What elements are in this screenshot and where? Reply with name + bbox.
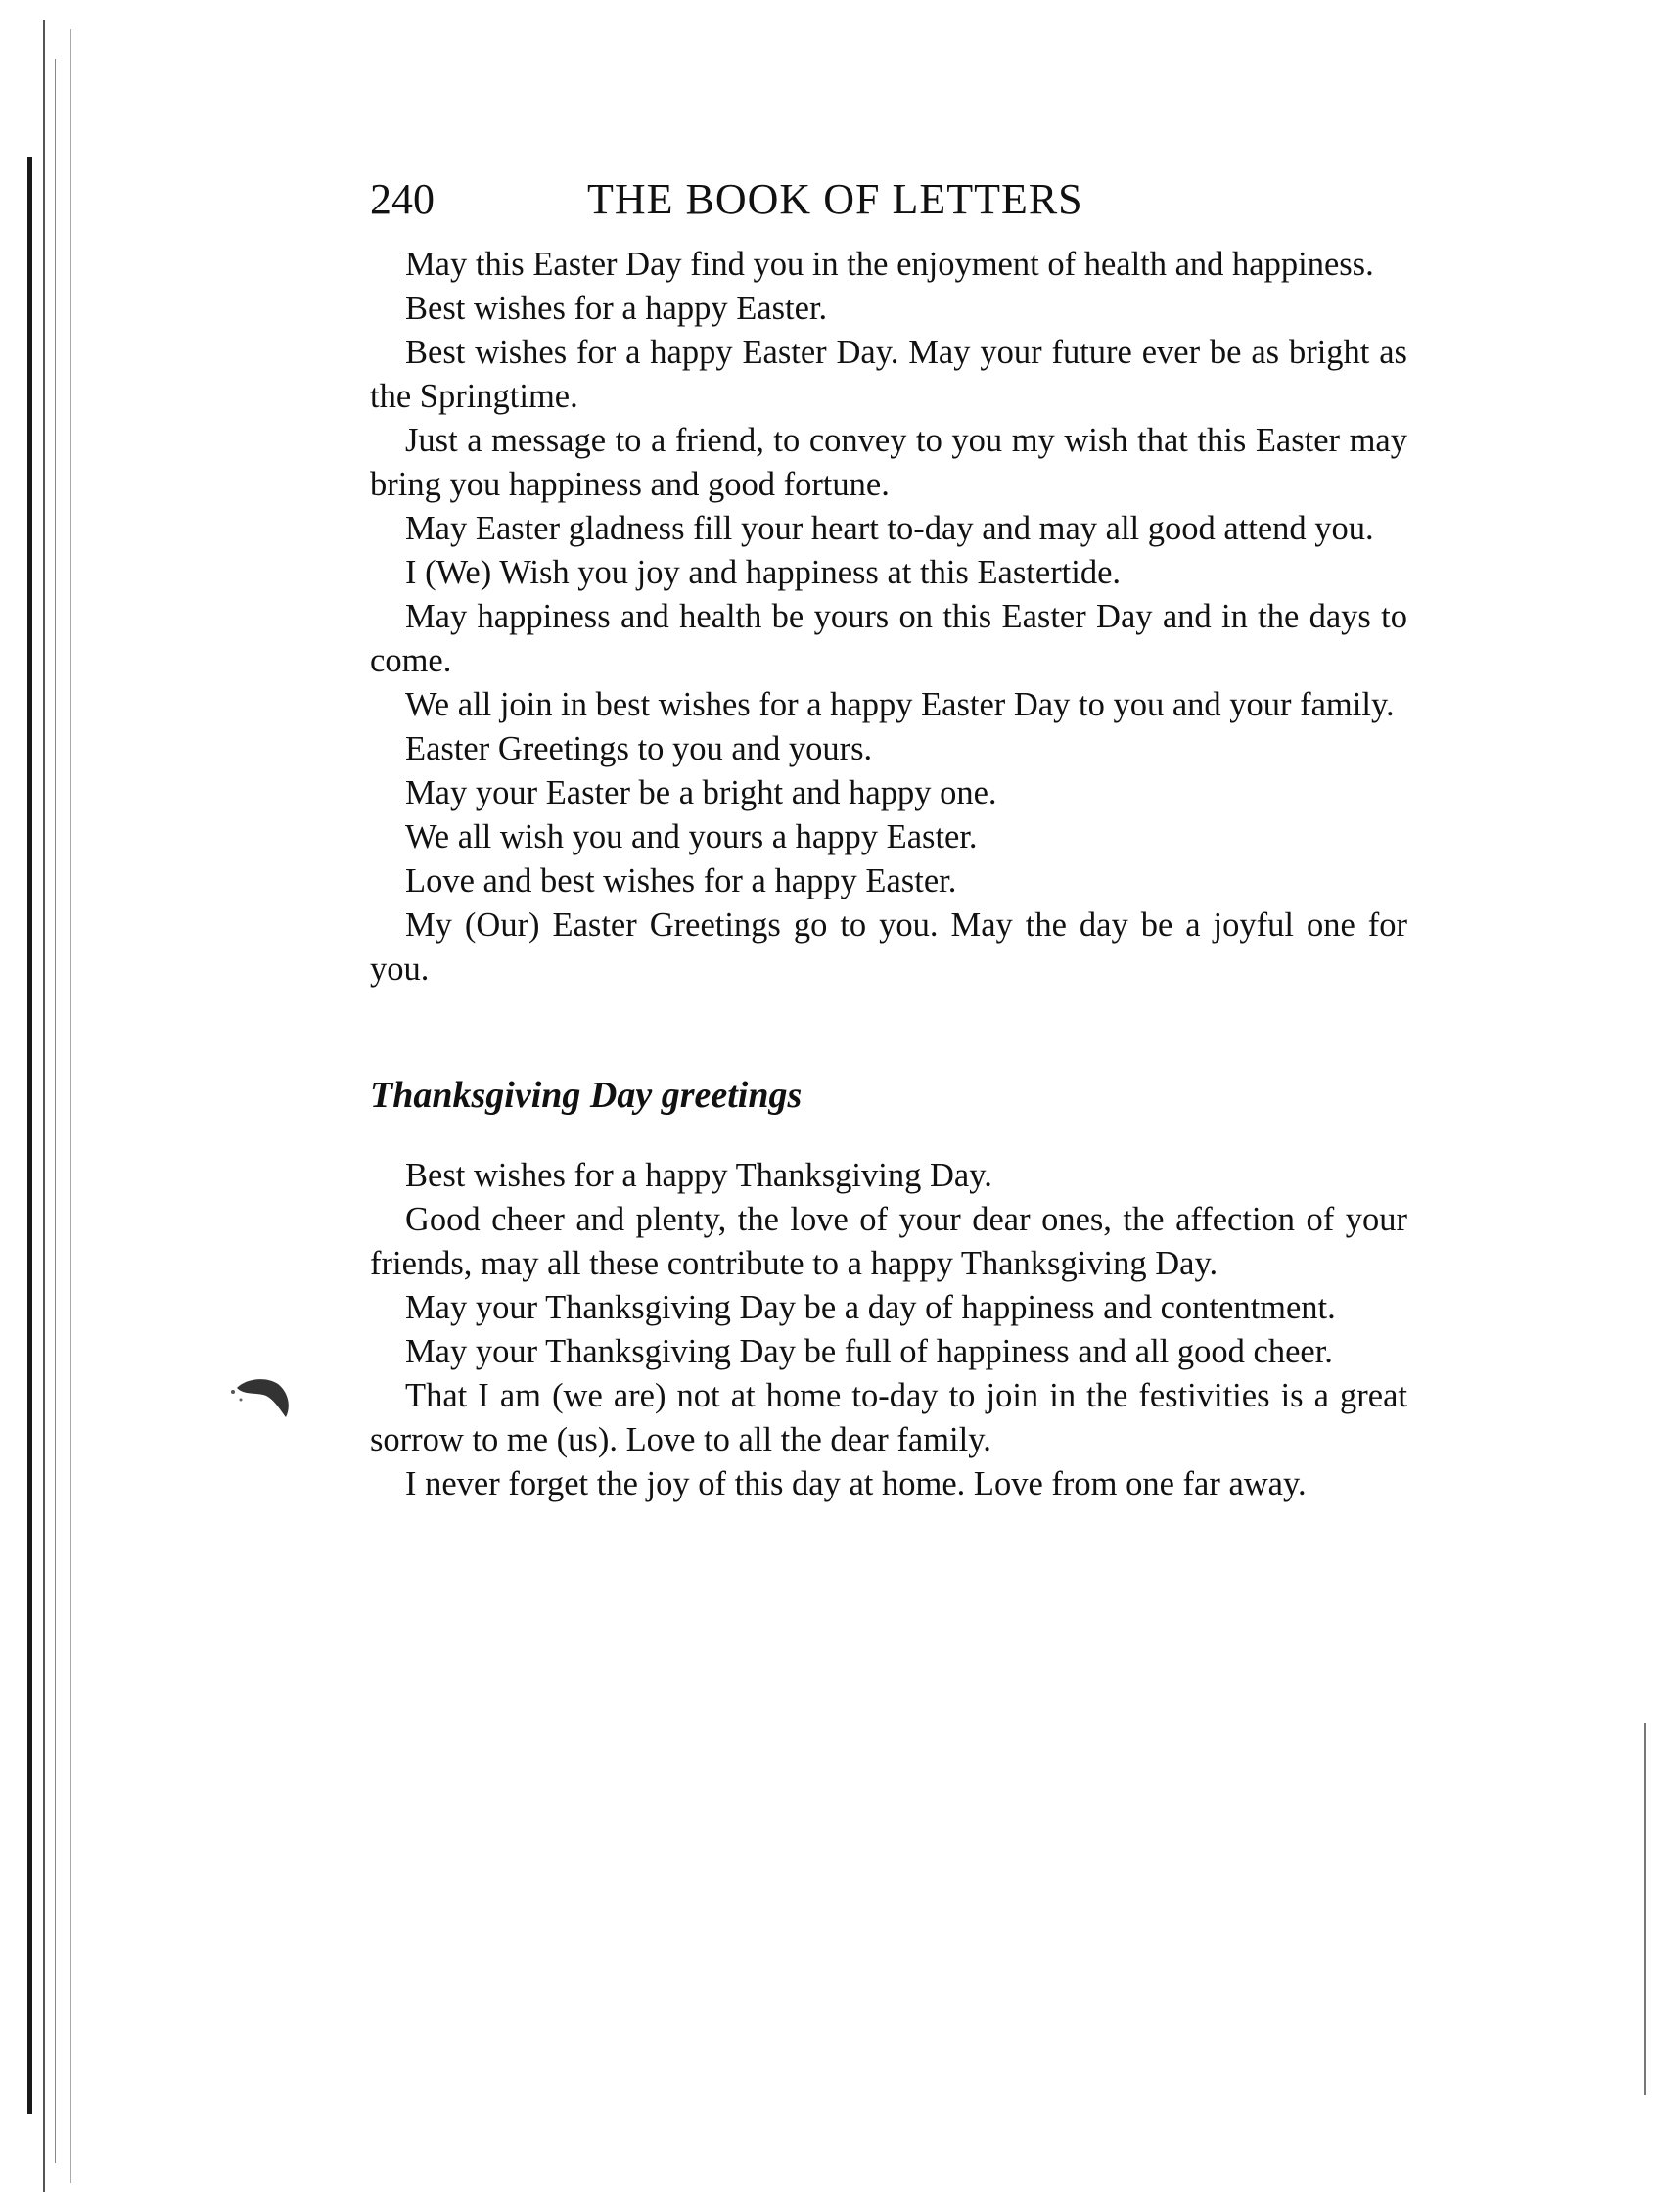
- greeting-paragraph: May happiness and health be yours on this Easter Day and in the days to come.: [370, 598, 1407, 679]
- scan-edge-mark: [1644, 1723, 1646, 2095]
- gutter-shadow-line: [70, 29, 71, 2183]
- gutter-shadow-line: [27, 157, 32, 2114]
- greeting-paragraph: Easter Greetings to you and yours.: [405, 730, 873, 767]
- greeting-paragraph: Best wishes for a happy Easter Day. May your future ever be as bright as the Springtime.: [370, 334, 1407, 415]
- greeting-paragraph: May your Thanksgiving Day be a day of happiness and contentment.: [405, 1289, 1336, 1326]
- greeting-paragraph: I (We) Wish you joy and happiness at this Eastertide.: [405, 554, 1122, 591]
- greeting-paragraph: May your Easter be a bright and happy one.: [405, 774, 997, 811]
- ink-smudge: [227, 1370, 296, 1421]
- greeting-paragraph: My (Our) Easter Greetings go to you. May the day be a joyful one for you.: [370, 906, 1407, 988]
- greeting-paragraph: Best wishes for a happy Thanksgiving Day.: [405, 1157, 992, 1194]
- greeting-paragraph: Love and best wishes for a happy Easter.: [405, 862, 957, 899]
- scan-gutter: [0, 0, 108, 2212]
- greeting-paragraph: May this Easter Day find you in the enjoyment of health and happiness.: [405, 246, 1374, 283]
- page-header: [370, 174, 1407, 243]
- greeting-paragraph: Just a message to a friend, to convey to you my wish that this Easter may bring you happiness and good fortune.: [370, 422, 1407, 503]
- thanksgiving-greetings-section: [370, 1072, 1407, 1506]
- page-number: 240: [370, 175, 435, 223]
- greeting-paragraph: May Easter gladness fill your heart to-day and may all good attend you.: [405, 510, 1374, 547]
- greeting-paragraph: May your Thanksgiving Day be full of happiness and all good cheer.: [405, 1333, 1333, 1370]
- running-title: THE BOOK OF LETTERS: [587, 175, 1083, 223]
- easter-greetings-section: [370, 243, 1407, 991]
- greeting-paragraph: We all wish you and yours a happy Easter.: [405, 818, 978, 855]
- greeting-paragraph: Best wishes for a happy Easter.: [405, 290, 828, 327]
- greeting-paragraph: We all join in best wishes for a happy Easter Day to you and your family.: [405, 686, 1395, 723]
- gutter-shadow-line: [55, 59, 56, 2163]
- greeting-paragraph: I never forget the joy of this day at home. Love from one far away.: [405, 1465, 1307, 1502]
- gutter-shadow-line: [43, 20, 45, 2192]
- greeting-paragraph: Good cheer and plenty, the love of your dear ones, the affection of your friends, may all these contribute to a happy Thanksgiving Day.: [370, 1201, 1407, 1282]
- section-heading: Thanksgiving Day greetings: [370, 1075, 803, 1116]
- book-page: [370, 174, 1407, 1506]
- greeting-paragraph: That I am (we are) not at home to-day to join in the festivities is a great sorrow to me (us). Love to all the dear family.: [370, 1377, 1407, 1458]
